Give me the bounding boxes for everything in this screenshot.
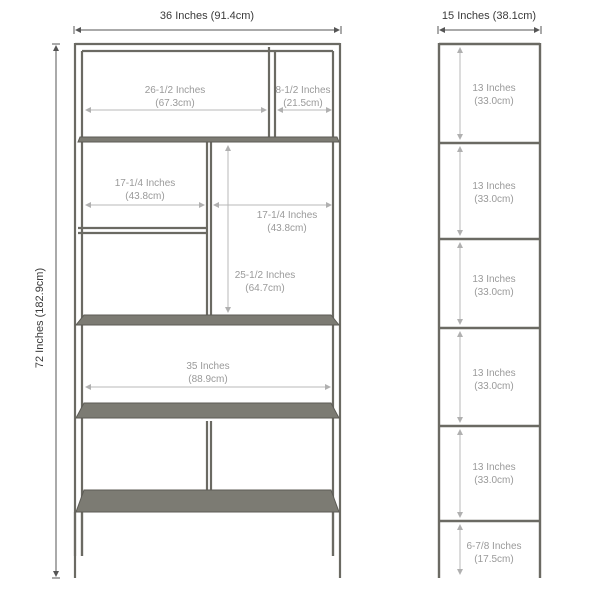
overall-depth-dimension (438, 10, 541, 34)
side-spacing-2-label-2: (33.0cm) (474, 194, 514, 205)
overall-height-label: 72 Inches (182.9cm) (34, 267, 46, 369)
overall-width-label: 36 Inches (91.4cm) (159, 10, 255, 22)
shelf-1 (78, 137, 339, 142)
top-left-width-dimension (86, 85, 266, 110)
mid-right-width-label-2: (43.8cm) (267, 223, 307, 234)
side-spacing-3-label-2: (33.0cm) (474, 287, 514, 298)
top-right-width-dimension (275, 85, 331, 110)
side-spacing-6-label-2: (17.5cm) (474, 554, 514, 565)
shelf-3 (76, 403, 339, 418)
overall-width-dimension (74, 10, 341, 34)
mid-left-width-label-1: 17-1/4 Inches (114, 178, 176, 189)
mid-right-width-dimension (214, 205, 331, 234)
side-spacing-5-label-2: (33.0cm) (474, 475, 514, 486)
overall-height-dimension (34, 44, 60, 578)
lower-width-dimension (86, 361, 330, 387)
mid-right-height-label-1: 25-1/2 Inches (234, 270, 296, 281)
side-spacing-2-label-1: 13 Inches (472, 181, 516, 192)
side-spacing-5 (460, 430, 516, 517)
lower-width-label-1: 35 Inches (186, 361, 230, 372)
top-right-width-label-1: 8-1/2 Inches (275, 85, 331, 96)
mid-right-height-label-2: (64.7cm) (245, 283, 285, 294)
side-spacing-1-label-1: 13 Inches (472, 83, 516, 94)
side-spacing-5-label-1: 13 Inches (472, 462, 516, 473)
side-spacing-4 (460, 332, 516, 422)
side-spacing-4-label-2: (33.0cm) (474, 381, 514, 392)
top-right-width-label-2: (21.5cm) (283, 98, 323, 109)
side-spacing-2 (460, 147, 516, 235)
shelf-2 (76, 315, 339, 325)
side-spacing-4-label-1: 13 Inches (472, 368, 516, 379)
overall-depth-label: 15 Inches (38.1cm) (441, 10, 537, 22)
top-left-width-label-1: 26-1/2 Inches (144, 85, 206, 96)
side-view (438, 10, 541, 578)
shelf-4 (76, 490, 339, 512)
bookshelf-side-frame (439, 43, 540, 578)
side-spacing-3 (460, 243, 516, 324)
side-spacing-3-label-1: 13 Inches (472, 274, 516, 285)
side-spacing-1 (460, 48, 516, 139)
top-left-width-label-2: (67.3cm) (155, 98, 195, 109)
side-spacing-6 (460, 525, 522, 574)
side-spacing-1-label-2: (33.0cm) (474, 96, 514, 107)
front-view (34, 10, 341, 578)
lower-width-label-2: (88.9cm) (188, 374, 228, 385)
mid-left-width-label-2: (43.8cm) (125, 191, 165, 202)
side-spacing-6-label-1: 6-7/8 Inches (466, 541, 522, 552)
mid-left-width-dimension (86, 178, 204, 205)
mid-right-width-label-1: 17-1/4 Inches (256, 210, 318, 221)
